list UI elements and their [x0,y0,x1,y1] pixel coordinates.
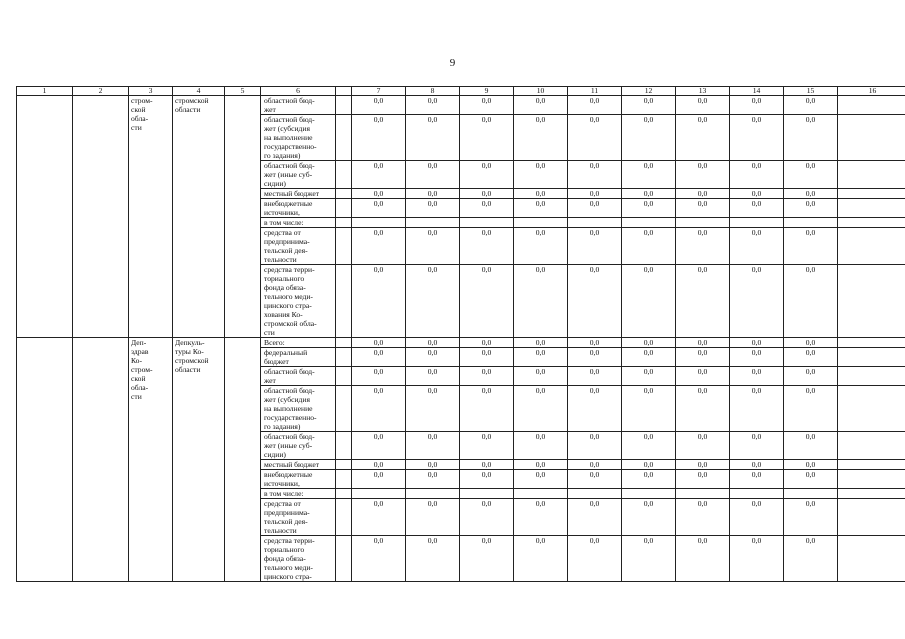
value-cell: 0,0 [730,265,784,338]
value-cell: 0,0 [676,96,730,115]
value-cell: 0,0 [460,265,514,338]
value-cell [352,218,406,228]
value-cell: 0,0 [514,386,568,432]
value-cell: 0,0 [460,367,514,386]
value-cell: 0,0 [352,460,406,470]
value-cell: 0,0 [622,348,676,367]
value-cell: 0,0 [730,115,784,161]
value-cell: 0,0 [406,115,460,161]
value-cell: 0,0 [568,96,622,115]
value-cell: 0,0 [730,470,784,489]
value-cell: 0,0 [352,265,406,338]
funding-source-label: средства терри- ториального фонда обяза- тельного меди- цинского стра- [261,536,336,582]
value-cell: 0,0 [568,432,622,460]
value-cell [568,489,622,499]
value-cell: 0,0 [514,536,568,582]
value-cell: 0,0 [622,536,676,582]
value-cell: 0,0 [784,199,838,218]
value-cell [784,218,838,228]
funding-source-label: средства от предпринима- тельской дея- тельности [261,499,336,536]
value-cell: 0,0 [568,161,622,189]
value-cell [460,218,514,228]
value-cell: 0,0 [784,499,838,536]
value-cell: 0,0 [406,386,460,432]
table-row [17,338,905,348]
header-row [17,87,905,96]
value-cell: 0,0 [676,265,730,338]
value-cell: 0,0 [460,161,514,189]
blank-cell [336,338,352,348]
value-cell: 0,0 [352,348,406,367]
funding-source-label: областной бюд- жет (субсидия на выполнение государственно- го задания) [261,115,336,161]
blank-cell [336,386,352,432]
value-cell: 0,0 [568,470,622,489]
value-cell: 0,0 [352,115,406,161]
value-cell: 0,0 [514,499,568,536]
value-cell: 0,0 [406,470,460,489]
value-cell: 0,0 [568,228,622,265]
value-cell: 0,0 [622,115,676,161]
value-cell: 0,0 [568,460,622,470]
funding-source-label: в том числе: [261,218,336,228]
value-cell: 0,0 [568,367,622,386]
value-cell: 0,0 [568,499,622,536]
value-cell: 0,0 [514,161,568,189]
value-cell: 0,0 [784,96,838,115]
value-cell: 0,0 [460,348,514,367]
value-cell [730,218,784,228]
value-cell: 0,0 [514,265,568,338]
value-cell [676,489,730,499]
value-cell: 0,0 [622,499,676,536]
value-cell [514,218,568,228]
value-cell [622,218,676,228]
value-cell: 0,0 [622,199,676,218]
col4-cell: Депкуль- туры Ко- стромской области [173,338,225,582]
value-cell: 0,0 [514,96,568,115]
value-cell: 0,0 [460,499,514,536]
value-cell: 0,0 [406,338,460,348]
value-cell: 0,0 [352,386,406,432]
value-cell: 0,0 [622,265,676,338]
funding-source-label: областной бюд- жет (субсидия на выполнение государственно- го задания) [261,386,336,432]
blank-cell [336,470,352,489]
funding-source-label: областной бюд- жет [261,96,336,115]
value-cell: 0,0 [460,199,514,218]
value-cell: 0,0 [622,432,676,460]
value-cell: 0,0 [622,228,676,265]
value-cell: 0,0 [784,386,838,432]
value-cell: 0,0 [568,536,622,582]
col16-cell [838,265,905,338]
value-cell [352,489,406,499]
value-cell: 0,0 [352,199,406,218]
value-cell: 0,0 [460,386,514,432]
col16-cell [838,348,905,367]
value-cell: 0,0 [460,470,514,489]
value-cell: 0,0 [676,536,730,582]
column-header: 6 [261,87,336,96]
funding-source-label: внебюджетные источники, [261,199,336,218]
value-cell: 0,0 [514,228,568,265]
value-cell: 0,0 [676,199,730,218]
value-cell: 0,0 [676,386,730,432]
col4-cell: стромской области [173,96,225,338]
value-cell: 0,0 [406,536,460,582]
funding-source-label: Всего: [261,338,336,348]
value-cell: 0,0 [460,536,514,582]
value-cell: 0,0 [730,199,784,218]
value-cell: 0,0 [730,432,784,460]
col16-cell [838,470,905,489]
col16-cell [838,432,905,460]
col16-cell [838,338,905,348]
value-cell: 0,0 [730,460,784,470]
value-cell: 0,0 [784,338,838,348]
blank-cell [336,115,352,161]
value-cell: 0,0 [784,470,838,489]
blank-cell [336,265,352,338]
value-cell: 0,0 [622,96,676,115]
column-header: 8 [406,87,460,96]
column-header: 11 [568,87,622,96]
value-cell: 0,0 [784,460,838,470]
value-cell: 0,0 [352,189,406,199]
value-cell [406,489,460,499]
blank-cell [336,218,352,228]
col3-cell: стром- ской обла- сти [129,96,173,338]
column-header: 15 [784,87,838,96]
value-cell [568,218,622,228]
funding-source-label: местный бюджет [261,189,336,199]
value-cell: 0,0 [406,432,460,460]
blank-cell [336,367,352,386]
col16-cell [838,96,905,115]
value-cell: 0,0 [676,499,730,536]
col5-cell [225,96,261,338]
col16-cell [838,218,905,228]
value-cell: 0,0 [730,536,784,582]
value-cell: 0,0 [730,386,784,432]
col1-cell [17,338,73,582]
value-cell: 0,0 [514,432,568,460]
col16-cell [838,499,905,536]
blank-cell [336,161,352,189]
value-cell [730,489,784,499]
funding-source-label: федеральный бюджет [261,348,336,367]
value-cell: 0,0 [676,470,730,489]
value-cell: 0,0 [784,432,838,460]
col16-cell [838,189,905,199]
table-row [17,96,905,115]
blank-cell [336,228,352,265]
value-cell: 0,0 [676,367,730,386]
value-cell: 0,0 [784,228,838,265]
value-cell: 0,0 [460,189,514,199]
value-cell: 0,0 [352,367,406,386]
value-cell: 0,0 [514,115,568,161]
value-cell: 0,0 [676,228,730,265]
value-cell: 0,0 [568,265,622,338]
value-cell: 0,0 [406,96,460,115]
value-cell: 0,0 [676,432,730,460]
column-header: 2 [73,87,129,96]
value-cell: 0,0 [676,161,730,189]
value-cell: 0,0 [460,115,514,161]
value-cell: 0,0 [406,161,460,189]
value-cell: 0,0 [514,189,568,199]
value-cell: 0,0 [460,96,514,115]
value-cell: 0,0 [406,228,460,265]
value-cell: 0,0 [406,460,460,470]
value-cell [514,489,568,499]
page-number: 9 [449,57,456,69]
value-cell: 0,0 [352,499,406,536]
funding-source-label: областной бюд- жет (иные суб- сидии) [261,432,336,460]
col16-cell [838,228,905,265]
column-header: 10 [514,87,568,96]
value-cell: 0,0 [622,386,676,432]
blank-cell [336,536,352,582]
col2-cell [73,338,129,582]
funding-source-label: областной бюд- жет [261,367,336,386]
blank-cell [336,189,352,199]
value-cell: 0,0 [514,367,568,386]
value-cell: 0,0 [676,348,730,367]
value-cell: 0,0 [784,348,838,367]
col16-cell [838,460,905,470]
value-cell [406,218,460,228]
column-header: 12 [622,87,676,96]
col1-cell [17,96,73,338]
column-header: 9 [460,87,514,96]
value-cell: 0,0 [730,499,784,536]
funding-source-label: средства от предпринима- тельской дея- тельности [261,228,336,265]
value-cell: 0,0 [730,161,784,189]
col16-cell [838,161,905,189]
blank-cell [336,489,352,499]
value-cell: 0,0 [352,470,406,489]
funding-source-label: в том числе: [261,489,336,499]
value-cell: 0,0 [352,338,406,348]
col2-cell [73,96,129,338]
blank-cell [336,499,352,536]
value-cell: 0,0 [784,265,838,338]
value-cell: 0,0 [784,367,838,386]
blank-cell [336,348,352,367]
value-cell: 0,0 [514,348,568,367]
col5-cell [225,338,261,582]
value-cell: 0,0 [622,189,676,199]
value-cell: 0,0 [730,348,784,367]
value-cell: 0,0 [568,348,622,367]
col16-cell [838,536,905,582]
budget-table [16,86,905,582]
funding-source-label: областной бюд- жет (иные суб- сидии) [261,161,336,189]
value-cell: 0,0 [676,189,730,199]
value-cell: 0,0 [352,432,406,460]
value-cell: 0,0 [406,265,460,338]
value-cell: 0,0 [568,189,622,199]
column-header: 16 [838,87,905,96]
value-cell: 0,0 [460,228,514,265]
value-cell: 0,0 [352,161,406,189]
value-cell: 0,0 [730,96,784,115]
column-header: 1 [17,87,73,96]
value-cell: 0,0 [406,199,460,218]
value-cell: 0,0 [406,348,460,367]
value-cell: 0,0 [622,161,676,189]
column-header [336,87,352,96]
value-cell: 0,0 [352,228,406,265]
value-cell: 0,0 [352,96,406,115]
value-cell: 0,0 [460,460,514,470]
value-cell: 0,0 [622,338,676,348]
value-cell [622,489,676,499]
value-cell: 0,0 [676,460,730,470]
value-cell: 0,0 [622,367,676,386]
value-cell: 0,0 [406,499,460,536]
col16-cell [838,489,905,499]
funding-source-label: внебюджетные источники, [261,470,336,489]
value-cell: 0,0 [514,470,568,489]
value-cell: 0,0 [784,115,838,161]
value-cell: 0,0 [622,460,676,470]
funding-source-label: местный бюджет [261,460,336,470]
value-cell: 0,0 [730,338,784,348]
value-cell: 0,0 [568,338,622,348]
value-cell [460,489,514,499]
value-cell: 0,0 [460,432,514,460]
blank-cell [336,460,352,470]
col3-cell: Деп- здрав Ко- стром- ской обла- сти [129,338,173,582]
blank-cell [336,96,352,115]
value-cell [784,489,838,499]
value-cell: 0,0 [568,199,622,218]
value-cell: 0,0 [784,189,838,199]
column-header: 5 [225,87,261,96]
value-cell: 0,0 [622,470,676,489]
value-cell: 0,0 [514,199,568,218]
col16-cell [838,367,905,386]
value-cell: 0,0 [352,536,406,582]
funding-source-label: средства терри- ториального фонда обяза- тельного меди- цинского стра- хования Ко- стромской обла- сти [261,265,336,338]
col16-cell [838,199,905,218]
column-header: 7 [352,87,406,96]
value-cell: 0,0 [676,338,730,348]
value-cell: 0,0 [406,367,460,386]
value-cell: 0,0 [568,386,622,432]
value-cell: 0,0 [784,161,838,189]
column-header: 3 [129,87,173,96]
blank-cell [336,199,352,218]
col16-cell [838,386,905,432]
column-header: 4 [173,87,225,96]
column-header: 14 [730,87,784,96]
value-cell: 0,0 [730,367,784,386]
value-cell: 0,0 [730,228,784,265]
col16-cell [838,115,905,161]
value-cell: 0,0 [676,115,730,161]
value-cell: 0,0 [514,338,568,348]
value-cell: 0,0 [460,338,514,348]
value-cell: 0,0 [730,189,784,199]
blank-cell [336,432,352,460]
value-cell: 0,0 [514,460,568,470]
value-cell: 0,0 [784,536,838,582]
value-cell [676,218,730,228]
value-cell: 0,0 [568,115,622,161]
value-cell: 0,0 [406,189,460,199]
column-header: 13 [676,87,730,96]
